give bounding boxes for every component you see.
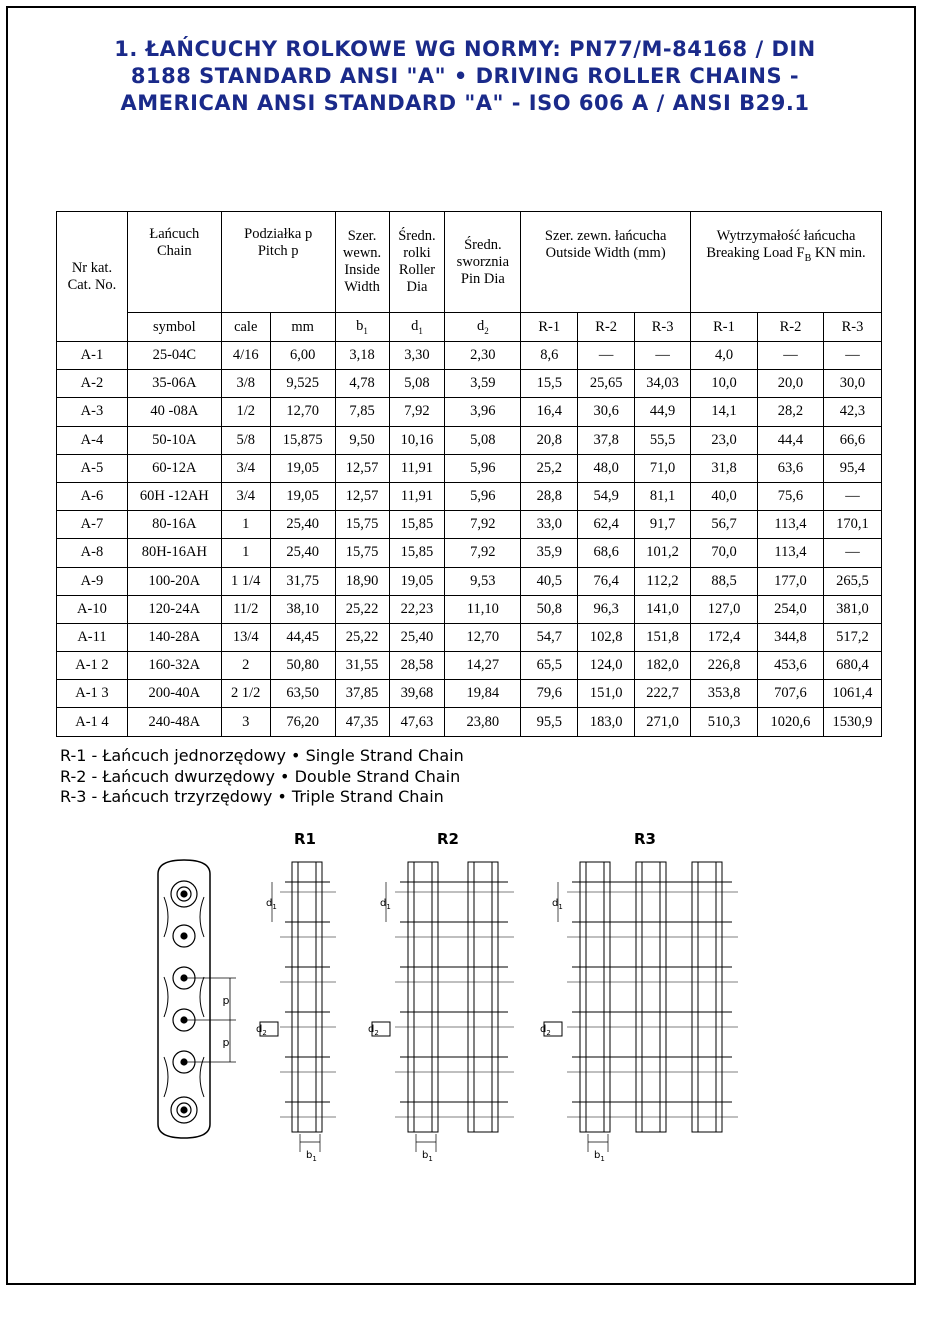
cell-outside-r1: 15,5 — [521, 370, 578, 398]
cell-outside-r1: 28,8 — [521, 482, 578, 510]
cell-pin-dia: 9,53 — [445, 567, 521, 595]
cell-breaking-r1: 353,8 — [691, 680, 758, 708]
dim-p-lower: p — [222, 1036, 230, 1049]
header-pin-dia: Średn. sworznia Pin Dia — [445, 212, 521, 313]
cell-outside-r3: — — [635, 342, 691, 370]
cell-pitch-inch: 3/4 — [221, 454, 270, 482]
cell-chain-symbol: 35-06A — [127, 370, 221, 398]
cell-breaking-r2: 707,6 — [757, 680, 823, 708]
cell-roller-dia: 10,16 — [389, 426, 445, 454]
subheader-breaking-r2: R-2 — [757, 313, 823, 342]
cell-roller-dia: 39,68 — [389, 680, 445, 708]
cell-pin-dia: 14,27 — [445, 652, 521, 680]
cell-cat-no: A-9 — [57, 567, 128, 595]
cell-outside-r3: 34,03 — [635, 370, 691, 398]
cell-breaking-r2: 20,0 — [757, 370, 823, 398]
cell-outside-r2: 102,8 — [578, 623, 635, 651]
cell-cat-no: A-6 — [57, 482, 128, 510]
cell-outside-r2: 37,8 — [578, 426, 635, 454]
cell-roller-dia: 3,30 — [389, 342, 445, 370]
cell-inside-width: 7,85 — [335, 398, 389, 426]
cell-outside-r3: 112,2 — [635, 567, 691, 595]
cell-inside-width: 9,50 — [335, 426, 389, 454]
cell-pitch-inch: 11/2 — [221, 595, 270, 623]
cell-pin-dia: 2,30 — [445, 342, 521, 370]
cell-pitch-mm: 25,40 — [270, 539, 335, 567]
legend — [60, 746, 464, 808]
chain-spec-table — [56, 211, 882, 737]
cell-pin-dia: 3,59 — [445, 370, 521, 398]
cell-outside-r2: 48,0 — [578, 454, 635, 482]
cell-cat-no: A-3 — [57, 398, 128, 426]
cell-pitch-mm: 19,05 — [270, 454, 335, 482]
cell-roller-dia: 19,05 — [389, 567, 445, 595]
r2-dim-b1: $b_1$ — [422, 1150, 433, 1163]
cell-chain-symbol: 140-28A — [127, 623, 221, 651]
cell-pin-dia: 5,96 — [445, 482, 521, 510]
header-outside-width: Szer. zewn. łańcucha Outside Width (mm) — [521, 212, 691, 313]
cell-outside-r1: 65,5 — [521, 652, 578, 680]
cell-pitch-mm: 6,00 — [270, 342, 335, 370]
cell-breaking-r2: 1020,6 — [757, 708, 823, 736]
cell-outside-r2: 151,0 — [578, 680, 635, 708]
cell-breaking-r2: 344,8 — [757, 623, 823, 651]
table-row — [57, 595, 882, 623]
cell-breaking-r3: 42,3 — [823, 398, 881, 426]
cell-outside-r1: 8,6 — [521, 342, 578, 370]
cell-breaking-r3: 170,1 — [823, 511, 881, 539]
dim-p-upper: p — [222, 994, 230, 1007]
cell-chain-symbol: 160-32A — [127, 652, 221, 680]
label-r1: R1 — [294, 830, 316, 848]
cell-pitch-inch: 3 — [221, 708, 270, 736]
cell-breaking-r1: 4,0 — [691, 342, 758, 370]
table-row — [57, 370, 882, 398]
cell-cat-no: A-2 — [57, 370, 128, 398]
cell-pin-dia: 12,70 — [445, 623, 521, 651]
subheader-mm: mm — [270, 313, 335, 342]
cell-pitch-mm: 38,10 — [270, 595, 335, 623]
cell-breaking-r1: 127,0 — [691, 595, 758, 623]
cell-outside-r3: 271,0 — [635, 708, 691, 736]
cell-breaking-r3: 517,2 — [823, 623, 881, 651]
subheader-d1: $d_1$ — [389, 313, 445, 342]
table-row — [57, 652, 882, 680]
cell-cat-no: A-4 — [57, 426, 128, 454]
cell-inside-width: 15,75 — [335, 511, 389, 539]
cell-roller-dia: 11,91 — [389, 454, 445, 482]
label-r2: R2 — [437, 830, 459, 848]
cell-outside-r3: 101,2 — [635, 539, 691, 567]
cell-pitch-inch: 1 — [221, 511, 270, 539]
cell-roller-dia: 15,85 — [389, 511, 445, 539]
r2-dim-d1: $d_1$ — [380, 898, 391, 911]
cell-outside-r2: 183,0 — [578, 708, 635, 736]
title-line-3: AMERICAN ANSI STANDARD "A" - ISO 606 A / ANSI B29.1 — [120, 91, 810, 115]
cell-cat-no: A-5 — [57, 454, 128, 482]
cell-outside-r1: 79,6 — [521, 680, 578, 708]
cell-outside-r3: 182,0 — [635, 652, 691, 680]
cell-breaking-r3: 381,0 — [823, 595, 881, 623]
cell-breaking-r2: 453,6 — [757, 652, 823, 680]
table-row — [57, 680, 882, 708]
cell-roller-dia: 28,58 — [389, 652, 445, 680]
cell-inside-width: 37,85 — [335, 680, 389, 708]
cell-outside-r3: 81,1 — [635, 482, 691, 510]
cell-roller-dia: 22,23 — [389, 595, 445, 623]
cell-cat-no: A-1 3 — [57, 680, 128, 708]
cell-pitch-mm: 63,50 — [270, 680, 335, 708]
table-row — [57, 342, 882, 370]
cell-outside-r1: 25,2 — [521, 454, 578, 482]
r3-dim-d1: $d_1$ — [552, 898, 563, 911]
cell-roller-dia: 47,63 — [389, 708, 445, 736]
cell-outside-r1: 40,5 — [521, 567, 578, 595]
cell-cat-no: A-10 — [57, 595, 128, 623]
cell-breaking-r2: 44,4 — [757, 426, 823, 454]
cell-cat-no: A-1 — [57, 342, 128, 370]
header-pitch: Podziałka p Pitch p — [221, 212, 335, 313]
cell-pitch-inch: 1/2 — [221, 398, 270, 426]
cell-breaking-r2: 63,6 — [757, 454, 823, 482]
cell-outside-r2: 54,9 — [578, 482, 635, 510]
subheader-symbol: symbol — [127, 313, 221, 342]
cell-breaking-r1: 56,7 — [691, 511, 758, 539]
cell-chain-symbol: 25-04C — [127, 342, 221, 370]
cell-pitch-inch: 3/4 — [221, 482, 270, 510]
table-row — [57, 567, 882, 595]
cell-pin-dia: 19,84 — [445, 680, 521, 708]
cell-breaking-r1: 88,5 — [691, 567, 758, 595]
cell-pin-dia: 5,96 — [445, 454, 521, 482]
cell-breaking-r3: 1061,4 — [823, 680, 881, 708]
cell-outside-r3: 71,0 — [635, 454, 691, 482]
subheader-cale: cale — [221, 313, 270, 342]
cell-breaking-r2: 113,4 — [757, 511, 823, 539]
table-row — [57, 539, 882, 567]
cell-inside-width: 12,57 — [335, 454, 389, 482]
cell-breaking-r1: 10,0 — [691, 370, 758, 398]
cell-roller-dia: 11,91 — [389, 482, 445, 510]
cell-breaking-r1: 23,0 — [691, 426, 758, 454]
header-roller-dia: Średn. rolki Roller Dia — [389, 212, 445, 313]
cell-breaking-r3: 95,4 — [823, 454, 881, 482]
cell-outside-r1: 33,0 — [521, 511, 578, 539]
subheader-outside-r2: R-2 — [578, 313, 635, 342]
cell-outside-r1: 54,7 — [521, 623, 578, 651]
cell-pitch-mm: 25,40 — [270, 511, 335, 539]
cell-pitch-mm: 31,75 — [270, 567, 335, 595]
cell-breaking-r1: 226,8 — [691, 652, 758, 680]
cell-breaking-r1: 14,1 — [691, 398, 758, 426]
cell-outside-r2: 96,3 — [578, 595, 635, 623]
cell-roller-dia: 25,40 — [389, 623, 445, 651]
cell-pin-dia: 23,80 — [445, 708, 521, 736]
cell-chain-symbol: 50-10A — [127, 426, 221, 454]
cell-pitch-mm: 15,875 — [270, 426, 335, 454]
cell-breaking-r3: 265,5 — [823, 567, 881, 595]
cell-breaking-r1: 172,4 — [691, 623, 758, 651]
r1-dim-d2: $d_2$ — [256, 1024, 267, 1037]
cell-pitch-inch: 2 — [221, 652, 270, 680]
cell-cat-no: A-11 — [57, 623, 128, 651]
cell-chain-symbol: 200-40A — [127, 680, 221, 708]
cell-outside-r3: 222,7 — [635, 680, 691, 708]
cell-roller-dia: 7,92 — [389, 398, 445, 426]
cell-pitch-mm: 44,45 — [270, 623, 335, 651]
subheader-breaking-r1: R-1 — [691, 313, 758, 342]
cell-pin-dia: 3,96 — [445, 398, 521, 426]
table-row — [57, 454, 882, 482]
cell-breaking-r1: 510,3 — [691, 708, 758, 736]
cell-breaking-r1: 70,0 — [691, 539, 758, 567]
cell-pitch-mm: 19,05 — [270, 482, 335, 510]
cell-pin-dia: 11,10 — [445, 595, 521, 623]
cell-breaking-r3: — — [823, 482, 881, 510]
r3-dim-d2: $d_2$ — [540, 1024, 551, 1037]
table-row — [57, 482, 882, 510]
cell-breaking-r2: 254,0 — [757, 595, 823, 623]
cell-breaking-r2: 75,6 — [757, 482, 823, 510]
cell-inside-width: 25,22 — [335, 623, 389, 651]
cell-breaking-r1: 31,8 — [691, 454, 758, 482]
r1-dim-d1: $d_1$ — [266, 898, 277, 911]
cell-cat-no: A-1 2 — [57, 652, 128, 680]
cell-outside-r2: 25,65 — [578, 370, 635, 398]
cell-outside-r3: 141,0 — [635, 595, 691, 623]
header-chain: Łańcuch Chain — [127, 212, 221, 313]
cell-chain-symbol: 80H-16AH — [127, 539, 221, 567]
cell-chain-symbol: 60H -12AH — [127, 482, 221, 510]
cell-cat-no: A-1 4 — [57, 708, 128, 736]
chain-drawings — [140, 822, 780, 1167]
cell-roller-dia: 15,85 — [389, 539, 445, 567]
cell-inside-width: 31,55 — [335, 652, 389, 680]
subheader-outside-r1: R-1 — [521, 313, 578, 342]
cell-pitch-inch: 13/4 — [221, 623, 270, 651]
r2-dim-d2: $d_2$ — [368, 1024, 379, 1037]
cell-outside-r2: 76,4 — [578, 567, 635, 595]
cell-cat-no: A-7 — [57, 511, 128, 539]
subheader-d2: $d_2$ — [445, 313, 521, 342]
header-inside-width: Szer. wewn. Inside Width — [335, 212, 389, 313]
subheader-b1: $b_1$ — [335, 313, 389, 342]
r2-chain-drawing — [372, 862, 514, 1152]
table-row — [57, 511, 882, 539]
cell-breaking-r2: 113,4 — [757, 539, 823, 567]
cell-inside-width: 4,78 — [335, 370, 389, 398]
legend-r3: R-3 - Łańcuch trzyrzędowy • Triple Strand Chain — [60, 787, 444, 806]
table-subheader-row — [57, 313, 882, 342]
cell-inside-width: 47,35 — [335, 708, 389, 736]
cell-pin-dia: 7,92 — [445, 539, 521, 567]
title-line-1: 1. ŁAŃCUCHY ROLKOWE WG NORMY: PN77/M-84168 / DIN — [114, 37, 816, 61]
cell-pitch-inch: 4/16 — [221, 342, 270, 370]
subheader-breaking-r3: R-3 — [823, 313, 881, 342]
cell-breaking-r1: 40,0 — [691, 482, 758, 510]
table-row — [57, 708, 882, 736]
cell-outside-r1: 50,8 — [521, 595, 578, 623]
cell-inside-width: 18,90 — [335, 567, 389, 595]
cell-outside-r3: 44,9 — [635, 398, 691, 426]
legend-r2: R-2 - Łańcuch dwurzędowy • Double Strand Chain — [60, 766, 461, 786]
cell-breaking-r3: 30,0 — [823, 370, 881, 398]
cell-pitch-inch: 3/8 — [221, 370, 270, 398]
cell-chain-symbol: 120-24A — [127, 595, 221, 623]
cell-breaking-r3: 66,6 — [823, 426, 881, 454]
cell-pitch-mm: 12,70 — [270, 398, 335, 426]
page-title — [60, 36, 870, 117]
cell-pin-dia: 7,92 — [445, 511, 521, 539]
cell-chain-symbol: 60-12A — [127, 454, 221, 482]
table-header-row — [57, 212, 882, 313]
cell-roller-dia: 5,08 — [389, 370, 445, 398]
cell-pin-dia: 5,08 — [445, 426, 521, 454]
cell-chain-symbol: 100-20A — [127, 567, 221, 595]
label-r3: R3 — [634, 830, 656, 848]
header-breaking-load: Wytrzymałość łańcucha Breaking Load $F_B$ KN min. — [691, 212, 882, 313]
r3-chain-drawing — [544, 862, 738, 1152]
cell-outside-r2: 30,6 — [578, 398, 635, 426]
cell-outside-r2: 62,4 — [578, 511, 635, 539]
cell-outside-r2: 68,6 — [578, 539, 635, 567]
table-row — [57, 426, 882, 454]
cell-breaking-r3: 1530,9 — [823, 708, 881, 736]
cell-breaking-r3: — — [823, 539, 881, 567]
legend-r1: R-1 - Łańcuch jednorzędowy • Single Strand Chain — [60, 746, 464, 765]
cell-outside-r1: 95,5 — [521, 708, 578, 736]
cell-breaking-r2: 28,2 — [757, 398, 823, 426]
cell-outside-r1: 20,8 — [521, 426, 578, 454]
cell-cat-no: A-8 — [57, 539, 128, 567]
cell-breaking-r3: 680,4 — [823, 652, 881, 680]
cell-pitch-mm: 50,80 — [270, 652, 335, 680]
cell-outside-r1: 16,4 — [521, 398, 578, 426]
cell-inside-width: 3,18 — [335, 342, 389, 370]
cell-pitch-inch: 1 — [221, 539, 270, 567]
table-row — [57, 623, 882, 651]
title-line-2: 8188 STANDARD ANSI "A" • DRIVING ROLLER CHAINS - — [130, 64, 800, 88]
cell-outside-r2: — — [578, 342, 635, 370]
cell-breaking-r3: — — [823, 342, 881, 370]
header-nr: Nr kat. Cat. No. — [57, 212, 128, 342]
table-row — [57, 398, 882, 426]
subheader-outside-r3: R-3 — [635, 313, 691, 342]
cell-pitch-inch: 2 1/2 — [221, 680, 270, 708]
cell-outside-r3: 91,7 — [635, 511, 691, 539]
cell-outside-r2: 124,0 — [578, 652, 635, 680]
cell-pitch-mm: 9,525 — [270, 370, 335, 398]
cell-outside-r1: 35,9 — [521, 539, 578, 567]
cell-chain-symbol: 40 -08A — [127, 398, 221, 426]
cell-inside-width: 15,75 — [335, 539, 389, 567]
cell-pitch-inch: 5/8 — [221, 426, 270, 454]
r3-dim-b1: $b_1$ — [594, 1150, 605, 1163]
r1-dim-b1: $b_1$ — [306, 1150, 317, 1163]
cell-outside-r3: 151,8 — [635, 623, 691, 651]
cell-pitch-mm: 76,20 — [270, 708, 335, 736]
cell-outside-r3: 55,5 — [635, 426, 691, 454]
cell-pitch-inch: 1 1/4 — [221, 567, 270, 595]
cell-inside-width: 25,22 — [335, 595, 389, 623]
cell-breaking-r2: — — [757, 342, 823, 370]
cell-chain-symbol: 80-16A — [127, 511, 221, 539]
cell-chain-symbol: 240-48A — [127, 708, 221, 736]
cell-inside-width: 12,57 — [335, 482, 389, 510]
cell-breaking-r2: 177,0 — [757, 567, 823, 595]
